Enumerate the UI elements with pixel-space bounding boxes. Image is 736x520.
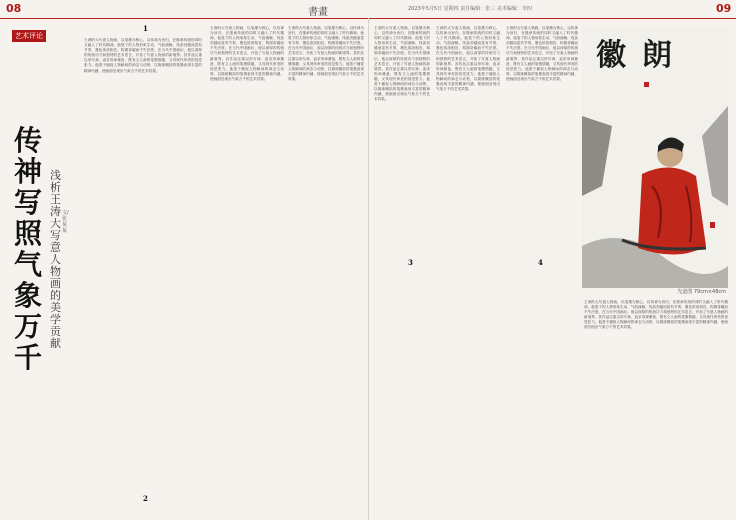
section-label: 艺术评论 <box>12 30 46 42</box>
left-page-number: 08 <box>6 2 22 15</box>
seal-stamp <box>644 82 649 87</box>
header-meta: 2023年5月5日 星期四 责任编辑：张三 美术编辑：李四 <box>408 6 532 12</box>
seal-stamp-2 <box>710 222 715 228</box>
figure-robe <box>638 167 706 254</box>
masthead: 書畫 <box>308 7 328 18</box>
body-column-5: 王涛的大写意人物画，以笔墨为核心，以传神为旨归，在继承传统的同时又融入了时代精神。他笔下的人物形象生动，气韵流畅，线条劲健而富有节奏，墨色浓淡相宜，构图奇崛而不失法度。在当代中国画坛，他以深厚的传统功力和独特的艺术语言，开拓了写意人物画的新境界。其作品注重以形写神，追求形神兼备，既有文人画的笔墨情趣，又具现代审美的视觉张力。他善于捕捉人物瞬间的神态与动势，以简练概括的笔墨表现丰富的精神内涵，使画面呈现出气象万千的艺术效果。 <box>436 26 500 92</box>
byline: 文/张某某 <box>62 210 69 234</box>
article-title: 传神写照 气象万千 <box>14 124 43 374</box>
rock-left <box>582 116 612 196</box>
body-column-3: 王涛的大写意人物画，以笔墨为核心，以传神为旨归，在继承传统的同时又融入了时代精神。他笔下的人物形象生动，气韵流畅，线条劲健而富有节奏，墨色浓淡相宜，构图奇崛而不失法度。在当代中国画坛，他以深厚的传统功力和独特的艺术语言，开拓了写意人物画的新境界。其作品注重以形写神，追求形神兼备，既有文人画的笔墨情趣，又具现代审美的视觉张力。他善于捕捉人物瞬间的神态与动势，以简练概括的笔墨表现丰富的精神内涵，使画面呈现出气象万千的艺术效果。 <box>288 26 364 81</box>
body-column-6: 王涛的大写意人物画，以笔墨为核心，以传神为旨归，在继承传统的同时又融入了时代精神。他笔下的人物形象生动，气韵流畅，线条劲健而富有节奏，墨色浓淡相宜，构图奇崛而不失法度。在当代中国画坛，他以深厚的传统功力和独特的艺术语言，开拓了写意人物画的新境界。其作品注重以形写神，追求形神兼备，既有文人画的笔墨情趣，又具现代审美的视觉张力。他善于捕捉人物瞬间的神态与动势，以简练概括的笔墨表现丰富的精神内涵，使画面呈现出气象万千的艺术效果。 <box>506 26 578 81</box>
painting-caption: 光道图 79cm×48cm <box>677 289 726 295</box>
painting-inscription: 徽朗 <box>596 38 688 73</box>
right-page-number: 09 <box>716 2 732 15</box>
section-number-4: 4 <box>538 258 543 267</box>
body-column-1: 王涛的大写意人物画，以笔墨为核心，以传神为旨归，在继承传统的同时又融入了时代精神。他笔下的人物形象生动，气韵流畅，线条劲健而富有节奏，墨色浓淡相宜，构图奇崛而不失法度。在当代中国画坛，他以深厚的传统功力和独特的艺术语言，开拓了写意人物画的新境界。其作品注重以形写神，追求形神兼备，既有文人画的笔墨情趣，又具现代审美的视觉张力。他善于捕捉人物瞬间的神态与动势，以简练概括的笔墨表现丰富的精神内涵，使画面呈现出气象万千的艺术效果。 <box>84 38 202 73</box>
page-gutter <box>368 18 369 520</box>
body-column-7: 王涛的大写意人物画，以笔墨为核心，以传神为旨归，在继承传统的同时又融入了时代精神。他笔下的人物形象生动，气韵流畅，线条劲健而富有节奏，墨色浓淡相宜，构图奇崛而不失法度。在当代中国画坛，他以深厚的传统功力和独特的艺术语言，开拓了写意人物画的新境界。其作品注重以形写神，追求形神兼备，既有文人画的笔墨情趣，又具现代审美的视觉张力。他善于捕捉人物瞬间的神态与动势，以简练概括的笔墨表现丰富的精神内涵，使画面呈现出气象万千的艺术效果。 <box>584 300 728 330</box>
painting-image <box>582 26 728 288</box>
section-number-3: 3 <box>408 258 413 267</box>
rock-right <box>702 106 728 206</box>
article-subtitle: 浅析王涛大写意人物画的美学贡献 <box>50 169 61 350</box>
page-header <box>0 0 736 19</box>
body-column-4: 王涛的大写意人物画，以笔墨为核心，以传神为旨归，在继承传统的同时又融入了时代精神。他笔下的人物形象生动，气韵流畅，线条劲健而富有节奏，墨色浓淡相宜，构图奇崛而不失法度。在当代中国画坛，他以深厚的传统功力和独特的艺术语言，开拓了写意人物画的新境界。其作品注重以形写神，追求形神兼备，既有文人画的笔墨情趣，又具现代审美的视觉张力。他善于捕捉人物瞬间的神态与动势，以简练概括的笔墨表现丰富的精神内涵，使画面呈现出气象万千的艺术效果。 <box>374 26 430 102</box>
section-number-2: 2 <box>143 494 148 503</box>
section-number-1: 1 <box>143 24 148 33</box>
body-column-2: 王涛的大写意人物画，以笔墨为核心，以传神为旨归，在继承传统的同时又融入了时代精神。他笔下的人物形象生动，气韵流畅，线条劲健而富有节奏，墨色浓淡相宜，构图奇崛而不失法度。在当代中国画坛，他以深厚的传统功力和独特的艺术语言，开拓了写意人物画的新境界。其作品注重以形写神，追求形神兼备，既有文人画的笔墨情趣，又具现代审美的视觉张力。他善于捕捉人物瞬间的神态与动势，以简练概括的笔墨表现丰富的精神内涵，使画面呈现出气象万千的艺术效果。 <box>210 26 284 81</box>
